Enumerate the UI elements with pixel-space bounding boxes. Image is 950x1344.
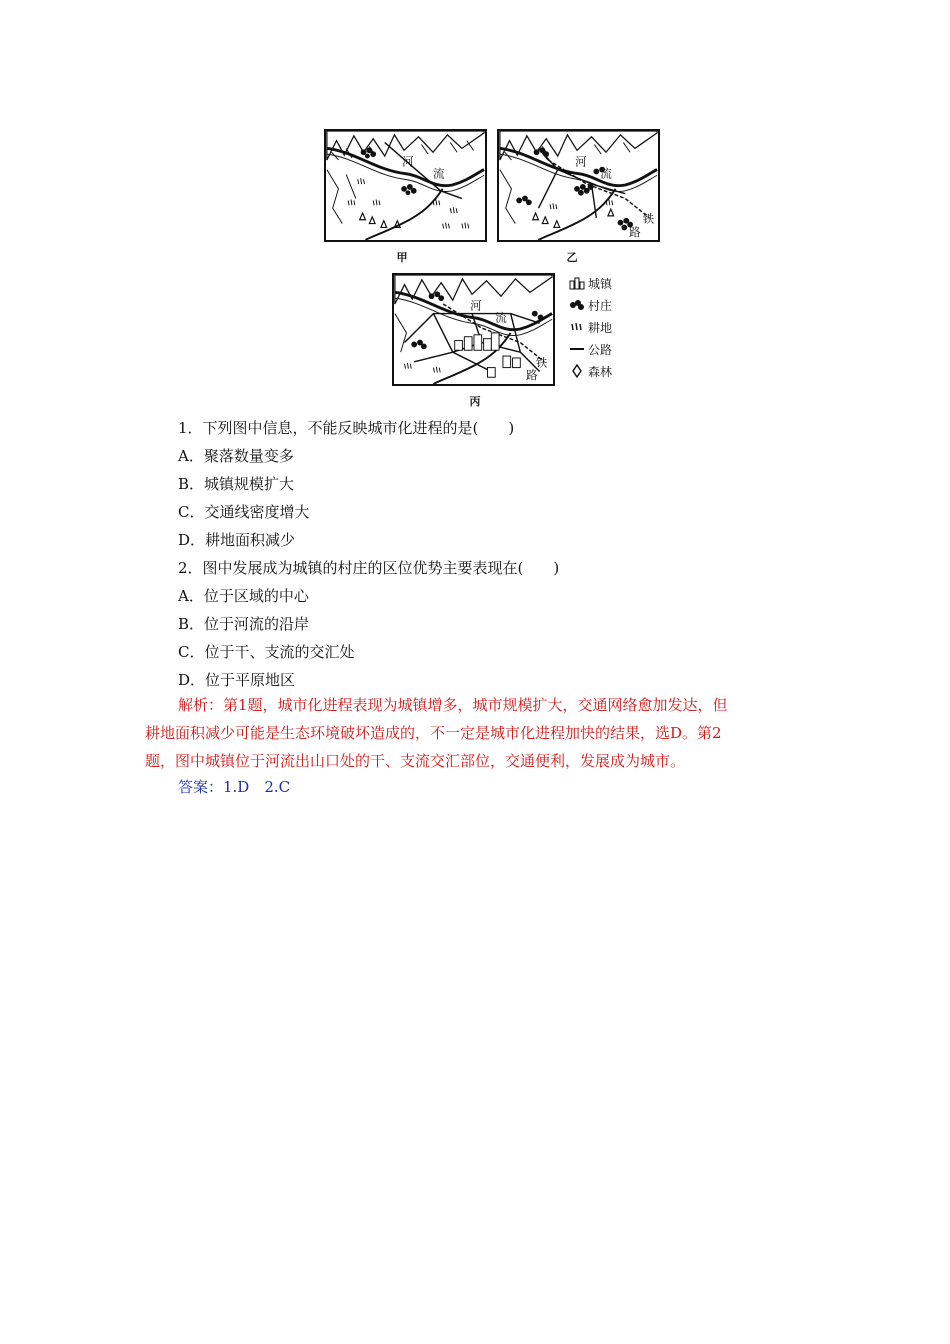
- rail-label-1: 铁: [535, 355, 548, 370]
- rail-label-1: 铁: [642, 211, 655, 226]
- river-label-2: 流: [600, 166, 612, 181]
- map-jia-drawing: [326, 131, 485, 240]
- map-jia: [324, 129, 487, 242]
- road-icon: [566, 346, 588, 352]
- map-jia-caption: 甲: [396, 251, 408, 264]
- question-1-stem: 1．下列图中信息，不能反映城市化进程的是( ): [178, 419, 515, 437]
- question-1-option-a: A．聚落数量变多: [178, 447, 294, 465]
- analysis-line-2: 耕地面积减少可能是生态环境破坏造成的，不一定是城市化进程加快的结果，选D。第2: [145, 724, 722, 742]
- river-label-2: 流: [495, 310, 507, 325]
- question-2-option-a: A．位于区域的中心: [178, 587, 309, 605]
- farmland-icon: [566, 322, 588, 332]
- legend-item-town: [566, 272, 612, 294]
- question-1-option-d: D．耕地面积减少: [178, 531, 296, 549]
- map-bing-caption: 丙: [469, 395, 481, 408]
- legend-label: 森林: [588, 364, 613, 379]
- forest-icon: [566, 364, 588, 378]
- question-1-option-c: C．交通线密度增大: [178, 503, 310, 521]
- legend-item-village: [566, 294, 612, 316]
- question-2-stem: 2．图中发展成为城镇的村庄的区位优势主要表现在( ): [178, 559, 560, 577]
- map-yi-drawing: [499, 131, 658, 240]
- legend-label: 公路: [588, 342, 613, 357]
- legend-label: 耕地: [588, 320, 613, 335]
- legend-item-road: [566, 338, 612, 360]
- analysis-line-1: 解析：第1题，城市化进程表现为城镇增多，城市规模扩大，交通网络愈加发达，但: [178, 696, 728, 714]
- rail-label-2: 路: [629, 225, 641, 240]
- legend-label: 村庄: [588, 298, 613, 313]
- map-bing: [392, 273, 555, 386]
- river-label-1: 河: [470, 298, 482, 313]
- analysis-line-3: 题，图中城镇位于河流出山口处的干、支流交汇部位，交通便利，发展成为城市。: [145, 752, 686, 770]
- question-2-option-d: D．位于平原地区: [178, 671, 296, 689]
- legend-item-farmland: [566, 316, 612, 338]
- village-icon: [566, 299, 588, 311]
- map-yi-caption: 乙: [566, 251, 578, 264]
- question-2-option-c: C．位于干、支流的交汇处: [178, 643, 355, 661]
- question-1-option-b: B．城镇规模扩大: [178, 475, 295, 493]
- legend-item-forest: [566, 360, 612, 382]
- river-label-1: 河: [402, 154, 414, 169]
- answer-line: 答案：1.D 2.C: [178, 778, 291, 796]
- rail-label-2: 路: [526, 368, 538, 383]
- river-label-2: 流: [432, 166, 445, 181]
- map-bing-drawing: [394, 275, 553, 384]
- town-icon: [566, 276, 588, 290]
- map-yi: [497, 129, 660, 242]
- river-label-1: 河: [575, 154, 587, 169]
- map-legend: [566, 272, 612, 382]
- legend-label: 城镇: [588, 276, 613, 291]
- question-2-option-b: B．位于河流的沿岸: [178, 615, 310, 633]
